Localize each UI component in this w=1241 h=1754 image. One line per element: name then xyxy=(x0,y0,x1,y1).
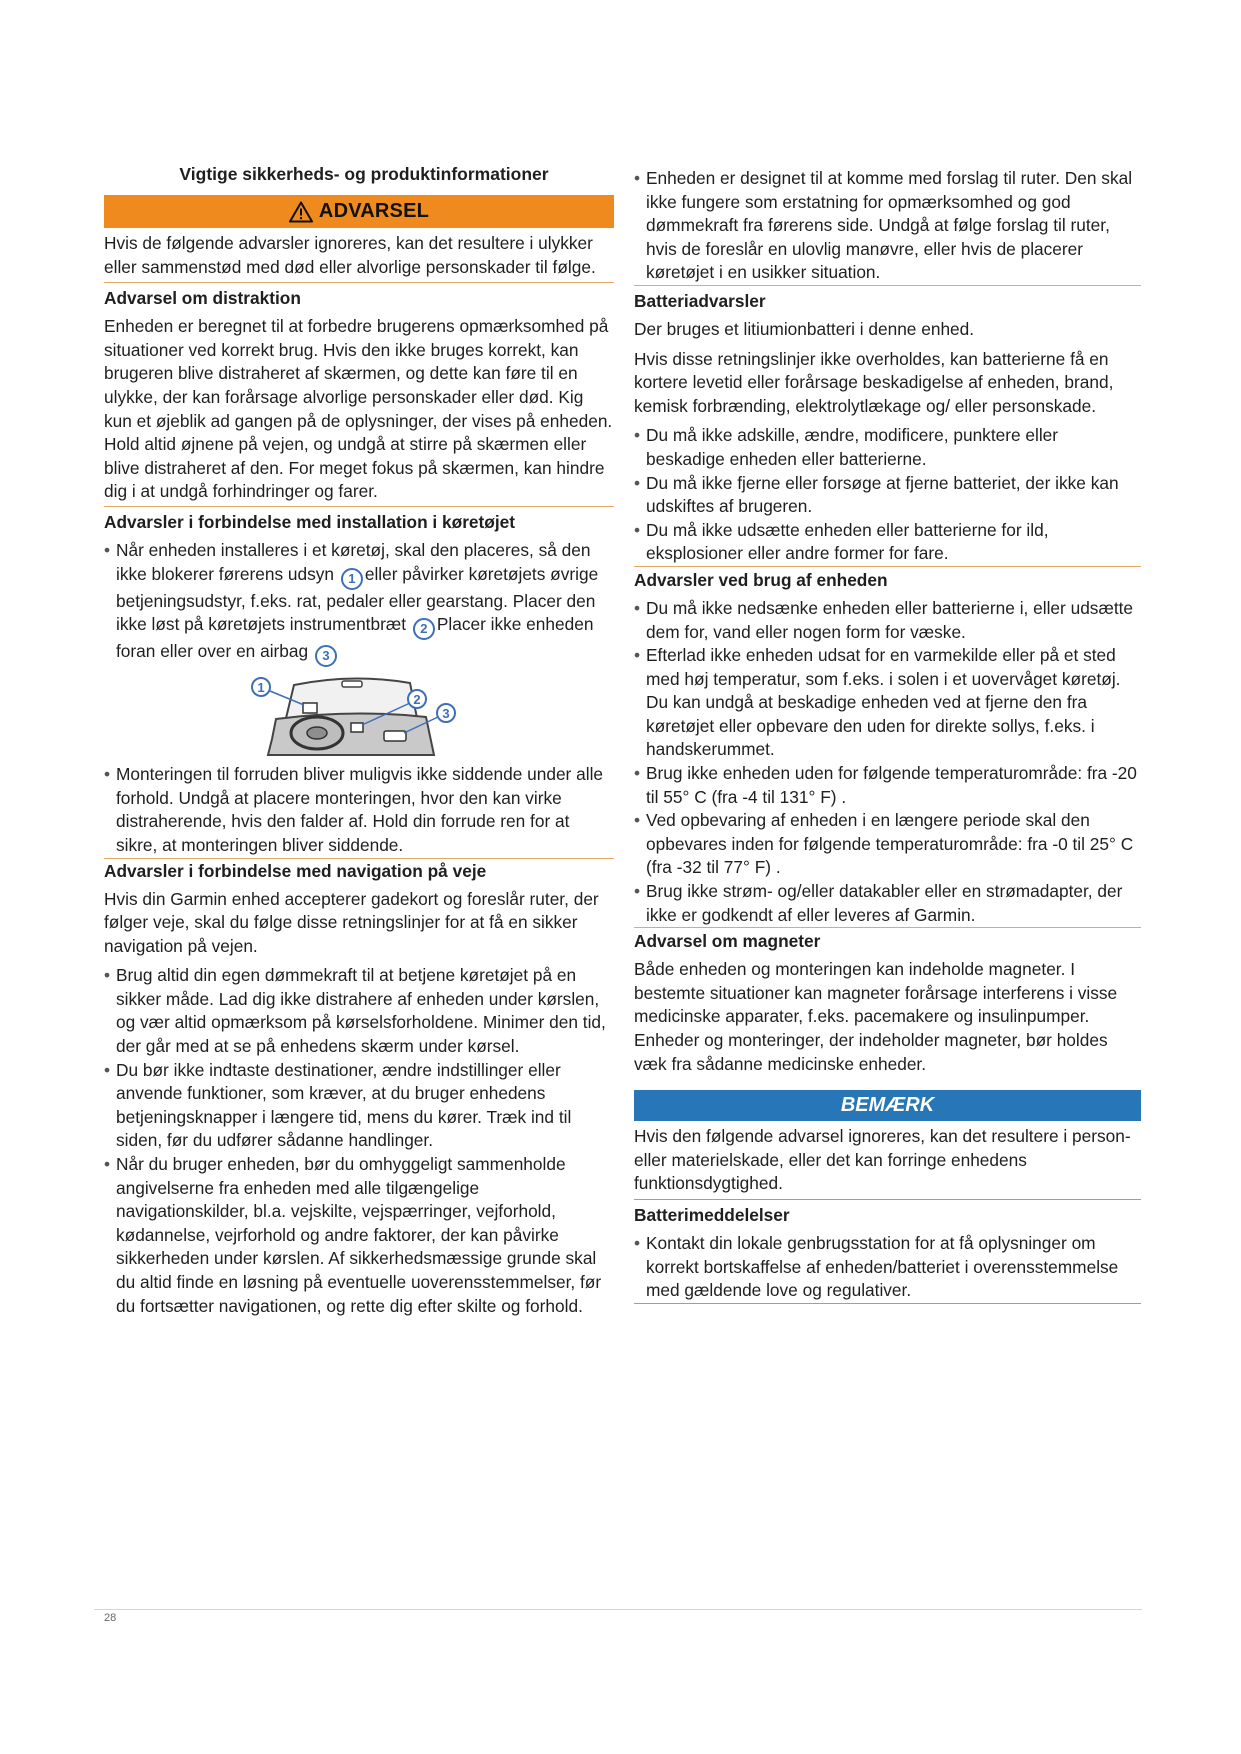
warning-label: ADVARSEL xyxy=(318,200,430,222)
magnets-text: Både enheden og monteringen kan indeholde magneter. I bestemte situationer kan magneter forårsage interferens i visse medicinske apparater, f.eks. pacemakere og insulinpumper. Enheder og monteringer, der indeholder magneter, bør holdes væk fra sådanne medicinske enheder. xyxy=(634,959,1118,1074)
battery-p1: Der bruges et litiumionbatteri i denne enhed. xyxy=(634,318,975,339)
usage-heading: Advarsler ved brug af enheden xyxy=(634,569,888,590)
warning-banner xyxy=(104,195,614,228)
car-dashboard-illustration xyxy=(104,669,614,761)
navigation-bullet-4: • Enheden er designet til at komme med forslag til ruter. Den skal ikke fungere som erstatning for opmærksomhed og god dømmekraft fra førerens side. Undgå at følge forslag til ruter, hvis de foreslår en ulovlig manøvre, eller hvis de placerer køretøjet i en usikker situation. xyxy=(634,167,1141,285)
svg-text:2: 2 xyxy=(413,692,421,708)
usage-bullet-1: • Du må ikke nedsænke enheden eller batterierne i, eller udsætte dem for, vand eller nogen form for væske. xyxy=(634,597,1141,644)
warning-intro: Hvis de følgende advarsler ignoreres, kan det resultere i ulykker eller sammenstød med død eller alvorlige personskader til følge. xyxy=(104,233,596,277)
battery-bullet-3: • Du må ikke udsætte enheden eller batterierne for ild, eksplosioner eller andre former for fare. xyxy=(634,519,1141,566)
footer-divider xyxy=(94,1609,1142,1610)
distraction-heading: Advarsel om distraktion xyxy=(104,288,301,309)
notice-intro: Hvis den følgende advarsel ignoreres, kan det resultere i person- eller materielskade, eller det kan forringe enhedens funktionsdygtighed. xyxy=(634,1126,1131,1194)
page-title: Vigtige sikkerheds- og produktinformationer xyxy=(179,164,549,184)
battery-notices-heading: Batterimeddelelser xyxy=(634,1204,790,1225)
navigation-intro: Hvis din Garmin enhed accepterer gadekort og foreslår ruter, der følger veje, skal du følge disse retningslinjer for at få en sikker navigation på vejen. xyxy=(104,888,599,956)
usage-block xyxy=(634,597,1141,928)
magnets-heading: Advarsel om magneter xyxy=(634,931,821,952)
notice-intro-block xyxy=(634,1121,1141,1200)
battery-heading: Batteriadvarsler xyxy=(634,290,766,311)
warning-intro-block xyxy=(104,228,614,283)
svg-text:3: 3 xyxy=(442,706,450,722)
battery-notices-block xyxy=(634,1232,1141,1304)
distraction-text: Enheden er beregnet til at forbedre brugerens opmærksomhed på situationer ved korrekt brug. Hvis den ikke bruges korrekt, kan brugeren blive distraheret af skærmen, og dette kan føre til en ulykke, der kan forårsage alvorlige personskader eller død. Kig kun et øjeblik ad gangen på de oplysninger, der vises på enheden. Hold altid øjnene på vejen, og undgå at stirre på skærmen eller blive distraheret af den. For meget fokus på skærmen, kan hindre dig i at undgå forhindringer og farer. xyxy=(104,316,613,502)
installation-block xyxy=(104,539,614,859)
navigation-list xyxy=(104,964,614,1318)
battery-bullet-1: • Du må ikke adskille, ændre, modificere, punktere eller beskadige enheden eller batterierne. xyxy=(634,424,1141,471)
installation-bullet-2: • Monteringen til forruden bliver muligvis ikke siddende under alle forhold. Undgå at placere monteringen, hvor den kan virke distraherende, hvis den falder af. Hold din forrude ren for at sikre, at monteringen bliver siddende. xyxy=(104,763,614,857)
usage-bullet-4: • Ved opbevaring af enheden i en længere periode skal den opbevares inden for følgende temperaturområde: fra -0 til 25° C (fra -32 til 77° F) . xyxy=(634,809,1141,880)
navigation-bullet-2: • Du bør ikke indtaste destinationer, ændre indstillinger eller anvende funktioner, som kræver, at du bruger enhedens betjeningsknapper i længere tid, mens du kører. Træk ind til siden, før du udfører sådanne handlinger. xyxy=(104,1059,614,1153)
notice-banner xyxy=(634,1090,1141,1121)
battery-block xyxy=(634,424,1141,567)
callout-1: 1 xyxy=(341,568,363,590)
callout-2: 2 xyxy=(413,618,435,640)
left-column xyxy=(104,164,614,1318)
navigation-heading: Advarsler i forbindelse med navigation på veje xyxy=(104,860,487,881)
installation-bullet-1: • Når enheden installeres i et køretøj, skal den placeres, så den ikke blokerer førerens udsyn 1 eller påvirker køretøjets øvrige betjeningsudstyr, f.eks. rat, pedaler eller gearstang. Placer den ikke løst på køretøjets instrumentbræt 2 Placer ikke enheden foran eller over en airbag 3 xyxy=(104,539,614,667)
navigation-bullet-1: • Brug altid din egen dømmekraft til at betjene køretøjet på en sikker måde. Lad dig ikke distrahere af enheden under kørslen, og vær altid opmærksom på kørselsforholdene. Minimer den tid, der går med at se på enhedens skærm under kørsel. xyxy=(104,964,614,1058)
callout-3: 3 xyxy=(315,645,337,667)
navigation-continued-block xyxy=(634,167,1141,286)
svg-text:1: 1 xyxy=(257,680,265,696)
usage-bullet-5: • Brug ikke strøm- og/eller datakabler eller en strømadapter, der ikke er godkendt af eller leveres af Garmin. xyxy=(634,880,1141,927)
notice-label: BEMÆRK xyxy=(840,1094,935,1117)
right-column xyxy=(634,164,1141,1304)
usage-bullet-2: • Efterlad ikke enheden udsat for en varmekilde eller på et sted med høj temperatur, som f.eks. i solen i et uovervåget køretøj. Du kan undgå at beskadige enheden ved at fjerne den fra køretøjet eller opbevare den uden for direkte sollys, f.eks. i handskerummet. xyxy=(634,644,1141,762)
navigation-bullet-3: • Når du bruger enheden, bør du omhyggeligt sammenholde angivelserne fra enheden med alle tilgængelige navigationskilder, bl.a. vejskilte, vejspærringer, vejforhold, kødannelse, vejrforhold og andre faktorer, der kan påvirke sikkerheden under kørslen. Af sikkerhedsmæssige grunde skal du altid finde en løsning på eventuelle uoverensstemmelser, før du fortsætter navigationen, og rette dig efter skilte og forhold. xyxy=(104,1153,614,1318)
battery-notices-bullet: • Kontakt din lokale genbrugsstation for at få oplysninger om korrekt bortskaffelse af enheden/batteriet i overensstemmelse med gældende love og regulativer. xyxy=(634,1232,1141,1303)
usage-bullet-3: • Brug ikke enheden uden for følgende temperaturområde: fra -20 til 55° C (fra -4 til 131° F) . xyxy=(634,762,1141,809)
battery-bullet-2: • Du må ikke fjerne eller forsøge at fjerne batteriet, der ikke kan udskiftes af brugeren. xyxy=(634,472,1141,519)
distraction-block xyxy=(104,315,614,507)
battery-p2: Hvis disse retningslinjer ikke overholdes, kan batterierne få en kortere levetid eller forårsage beskadigelse af enheden, brand, kemisk forbrænding, elektrolytlækage og/ eller personskade. xyxy=(634,348,1114,416)
warning-triangle-icon xyxy=(289,201,313,223)
installation-heading: Advarsler i forbindelse med installation i køretøjet xyxy=(104,511,516,532)
page-number: 28 xyxy=(104,1612,117,1624)
